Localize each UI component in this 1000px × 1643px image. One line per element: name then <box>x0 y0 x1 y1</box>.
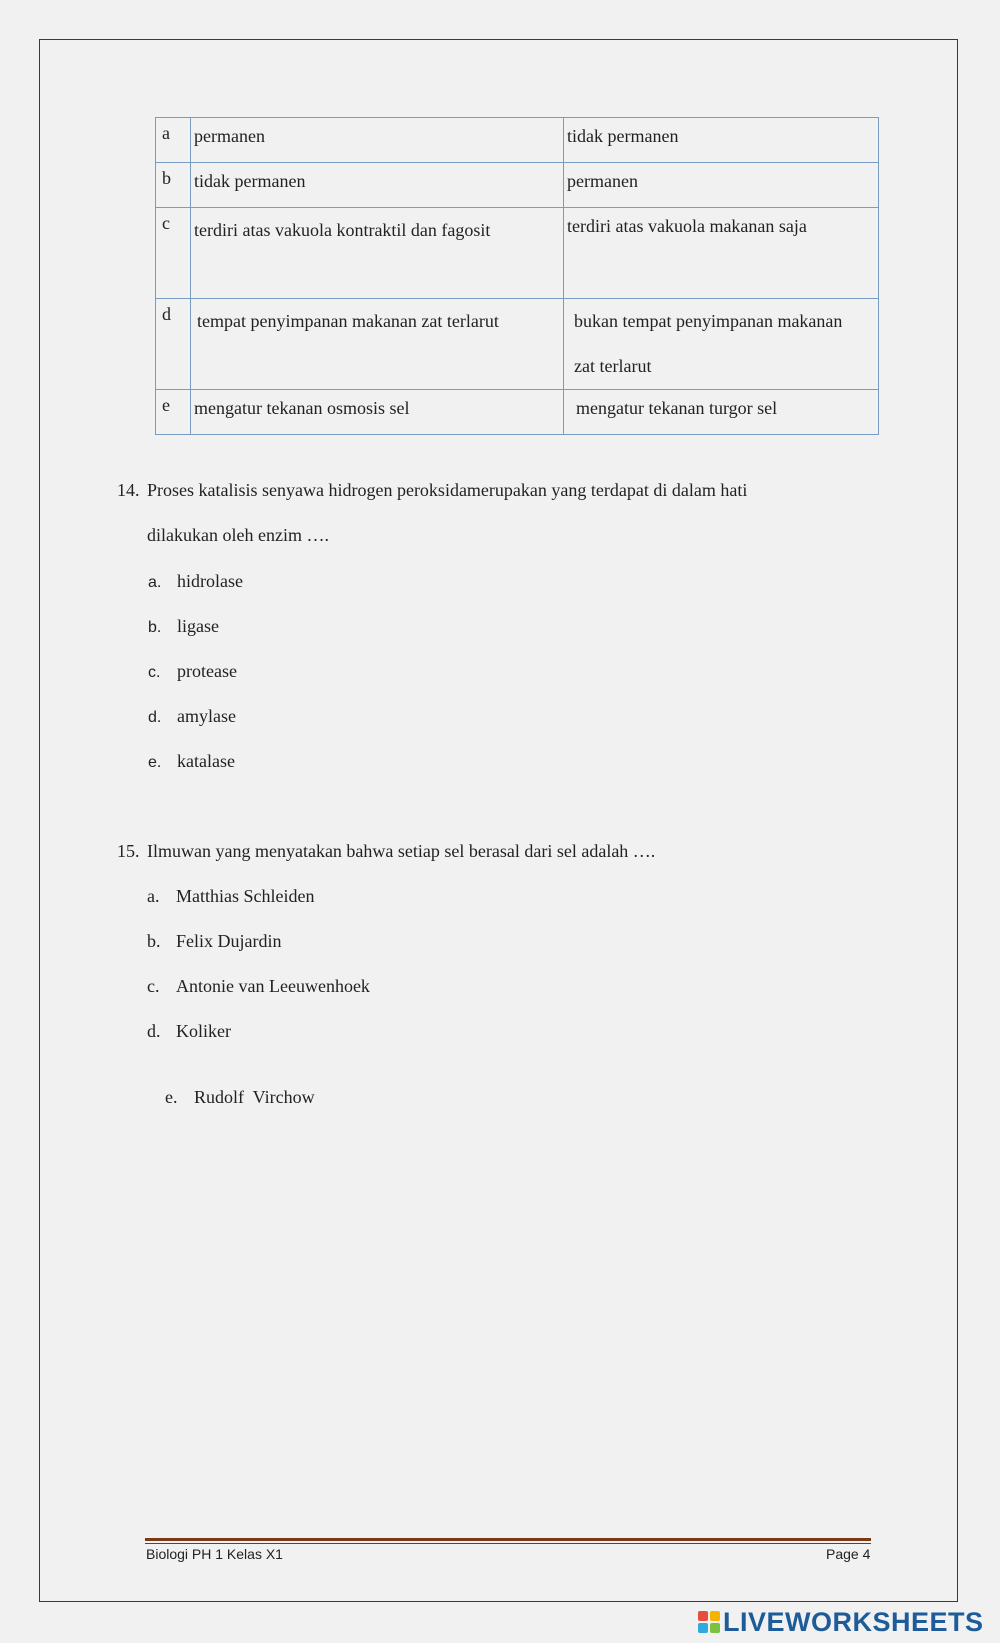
option-text: katalase <box>177 751 235 771</box>
row-letter: d <box>156 299 191 390</box>
option-label: e. <box>148 754 162 771</box>
table-row <box>156 299 879 390</box>
row-left-cell: permanen <box>191 118 564 163</box>
row-letter: b <box>156 163 191 208</box>
row-right-cell: bukan tempat penyimpanan makanan zat terlarut <box>564 299 879 390</box>
option-text: ligase <box>177 616 219 636</box>
option-label: c. <box>147 976 160 996</box>
option-label: a. <box>147 886 160 906</box>
option-b[interactable] <box>147 931 282 952</box>
table-row <box>156 390 879 435</box>
question-number: 15. <box>117 841 140 861</box>
option-label: d. <box>148 709 162 726</box>
liveworksheets-logo-icon <box>698 1611 720 1633</box>
option-label: b. <box>148 619 162 636</box>
option-text: protease <box>177 661 237 681</box>
option-text: Matthias Schleiden <box>176 886 315 906</box>
row-right-cell: mengatur tekanan turgor sel <box>564 390 879 435</box>
liveworksheets-brand <box>698 1606 984 1638</box>
brand-name: LIVEWORKSHEETS <box>723 1606 984 1637</box>
option-text: Antonie van Leeuwenhoek <box>176 976 370 996</box>
option-e[interactable] <box>147 1066 315 1129</box>
table-row <box>156 163 879 208</box>
row-left-cell: tidak permanen <box>191 163 564 208</box>
table-row <box>156 208 879 299</box>
row-letter: a <box>156 118 191 163</box>
option-c[interactable] <box>148 661 237 682</box>
question-text-line2: dilakukan oleh enzim …. <box>147 525 329 545</box>
option-label: a. <box>148 574 162 591</box>
option-d[interactable] <box>148 706 236 727</box>
option-text: hidrolase <box>177 571 243 591</box>
page-number: Page 4 <box>826 1546 871 1562</box>
option-d[interactable] <box>147 1021 231 1042</box>
footer-divider-thin <box>145 1543 871 1544</box>
option-label: c. <box>148 664 161 681</box>
option-e[interactable] <box>148 751 235 772</box>
option-c[interactable] <box>147 976 370 997</box>
row-right-cell: tidak permanen <box>564 118 879 163</box>
option-b[interactable] <box>148 616 219 637</box>
question-text: Ilmuwan yang menyatakan bahwa setiap sel berasal dari sel adalah …. <box>147 841 656 861</box>
row-letter: e <box>156 390 191 435</box>
row-letter: c <box>156 208 191 299</box>
option-label: e. <box>165 1087 178 1107</box>
table-row <box>156 118 879 163</box>
row-right-cell: terdiri atas vakuola makanan saja <box>564 208 879 299</box>
footer-title: Biologi PH 1 Kelas X1 <box>146 1546 283 1562</box>
row-left-cell: tempat penyimpanan makanan zat terlarut <box>191 299 564 390</box>
option-text: amylase <box>177 706 236 726</box>
footer-divider <box>145 1538 871 1541</box>
row-left-cell: terdiri atas vakuola kontraktil dan fagosit <box>191 208 564 299</box>
option-a[interactable] <box>147 886 314 907</box>
option-label: b. <box>147 931 161 951</box>
question-text-line1: Proses katalisis senyawa hidrogen peroksidamerupakan yang terdapat di dalam hati <box>147 480 748 500</box>
option-a[interactable] <box>148 571 243 592</box>
comparison-table <box>155 117 879 435</box>
option-text: Rudolf Virchow <box>194 1087 315 1107</box>
question-number: 14. <box>117 480 140 500</box>
row-left-cell: mengatur tekanan osmosis sel <box>191 390 564 435</box>
option-text: Felix Dujardin <box>176 931 282 951</box>
row-right-cell: permanen <box>564 163 879 208</box>
option-label: d. <box>147 1021 161 1041</box>
option-text: Koliker <box>176 1021 231 1041</box>
